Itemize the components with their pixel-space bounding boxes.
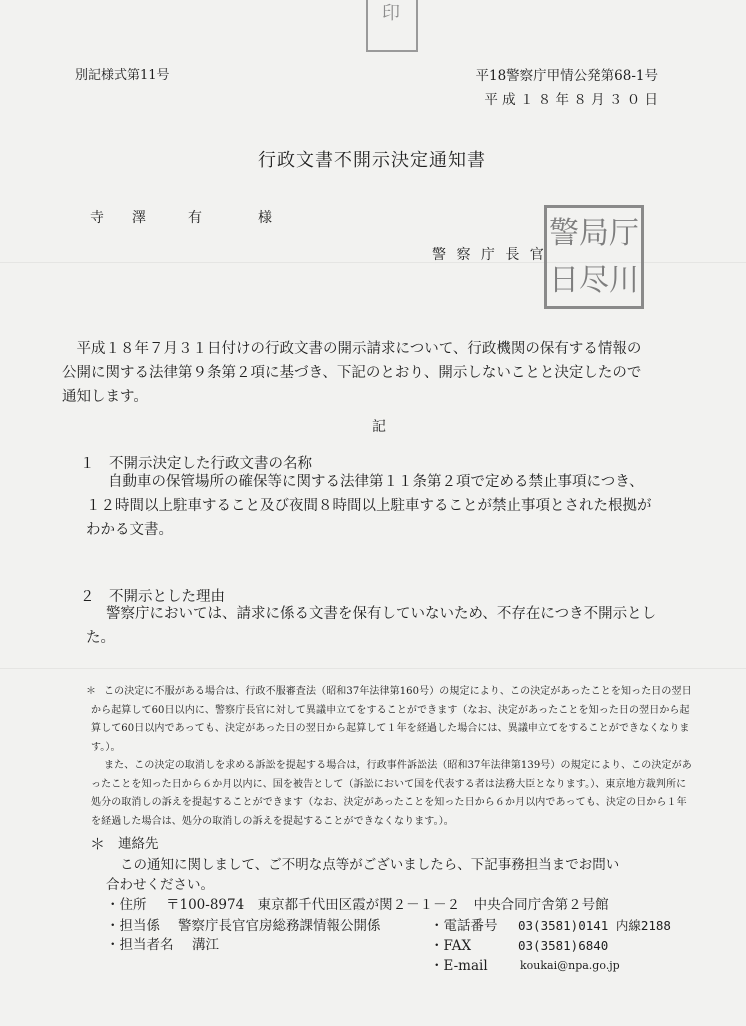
note-line: この決定に不服がある場合は、行政不服審査法（昭和37年法律第160号）の規定により、この決定があったことを知った日の翌日 xyxy=(104,686,692,697)
seal-character: 警 xyxy=(549,215,579,251)
document-date: 平 成 １ ８ 年 ８ 月 ３ ０ 日 xyxy=(484,92,658,108)
fax-label: ・FAX xyxy=(430,938,472,954)
ki-heading: 記 xyxy=(372,419,386,435)
section-2-line: 警察庁においては、請求に係る文書を保有していないため、不存在につき不開示とし xyxy=(106,606,657,622)
email-link[interactable]: koukai@npa.go.jp xyxy=(520,959,620,972)
address-label: ・住所 xyxy=(106,897,147,913)
official-seal xyxy=(544,205,644,309)
seal-character: 局 xyxy=(579,215,609,251)
section-2-line: た。 xyxy=(86,630,115,646)
intro-line: 平成１８年７月３１日付けの行政文書の開示請求について、行政機関の保有する情報の xyxy=(62,341,642,357)
contact-message: この通知に関しまして、ご不明な点等がございましたら、下記事務担当までお問い xyxy=(120,857,620,873)
seal-character: 川 xyxy=(609,262,639,298)
paper-fold-line xyxy=(0,668,746,669)
address-value: 〒100-8974 東京都千代田区霞が関２－１－２ 中央合同庁舎第２号館 xyxy=(166,897,609,913)
section-1-line: わかる文書。 xyxy=(86,522,173,538)
fax-value: 03(3581)6840 xyxy=(518,938,609,953)
phone-value: 03(3581)0141 内線2188 xyxy=(518,918,671,933)
sender-name: 警 察 庁 長 官 xyxy=(432,247,547,263)
person-value: 溝江 xyxy=(192,937,219,953)
document-title: 行政文書不開示決定通知書 xyxy=(258,150,486,171)
note-line: から起算して60日以内に、警察庁長官に対して異議申立てをすることができます（なお、決定があったことを知った日の翌日から起 xyxy=(91,704,690,716)
seal-character: 尽 xyxy=(579,262,609,298)
note-line: ったことを知った日から６か月以内に、国を被告として（訴訟において国を代表する者は法務大臣となります。）、東京地方裁判所に xyxy=(91,778,687,790)
seal-character: 厅 xyxy=(609,215,639,251)
section-value: 警察庁長官官房総務課情報公開係 xyxy=(178,918,381,934)
person-label: ・担当者名 xyxy=(106,937,174,953)
section-label: ・担当係 xyxy=(106,918,160,934)
section-2-heading: ２ 不開示とした理由 xyxy=(80,589,225,605)
intro-line: 公開に関する法律第９条第２項に基づき、下記のとおり、開示しないことと決定したので xyxy=(62,365,642,381)
note-line: また、この決定の取消しを求める訴訟を提起する場合は，行政事件訴訟法（昭和37年法律第139号）の規定により、この決定があ xyxy=(104,760,692,771)
appeal-notes xyxy=(86,683,692,831)
section-1-heading: １ 不開示決定した行政文書の名称 xyxy=(80,456,312,472)
section-1-line: １２時間以上駐車すること及び夜間８時間以上駐車することが禁止事項とされた根拠が xyxy=(86,498,652,514)
note-line: 算して60日以内であっても、決定があった日の翌日から起算して１年を経過した場合には、異議申立てをすることができなくなりま xyxy=(91,723,690,734)
note-line: を経過した場合は、処分の取消しの訴えを提起することができなくなります。）。 xyxy=(91,815,454,827)
form-number: 別記様式第11号 xyxy=(75,68,170,83)
section-2-body xyxy=(86,602,656,650)
intro-paragraph xyxy=(62,337,641,409)
note-line: す。）。 xyxy=(91,741,121,753)
contact-message: 合わせください。 xyxy=(106,877,214,893)
contact-heading: 連絡先 xyxy=(118,836,159,852)
document-number: 平18警察庁甲情公発第68-1号 xyxy=(475,68,658,84)
receipt-stamp-seal: 印 xyxy=(366,0,418,52)
section-1-line: 自動車の保管場所の確保等に関する法律第１１条第２項で定める禁止事項につき、 xyxy=(108,474,644,490)
intro-line: 通知します。 xyxy=(62,389,148,405)
addressee: 寺 澤 有 様 xyxy=(90,210,272,226)
seal-character: 日 xyxy=(549,262,579,298)
note-line: 処分の取消しの訴えを提起することができます（なお、決定があったことを知った日から６か月以内であっても、決定の日から１年 xyxy=(91,797,687,808)
email-label: ・E-mail xyxy=(430,958,488,974)
phone-label: ・電話番号 xyxy=(430,918,498,934)
contact-mark: ＊ xyxy=(90,835,106,853)
note-mark: ＊ xyxy=(86,686,97,697)
section-1-body xyxy=(86,470,652,542)
